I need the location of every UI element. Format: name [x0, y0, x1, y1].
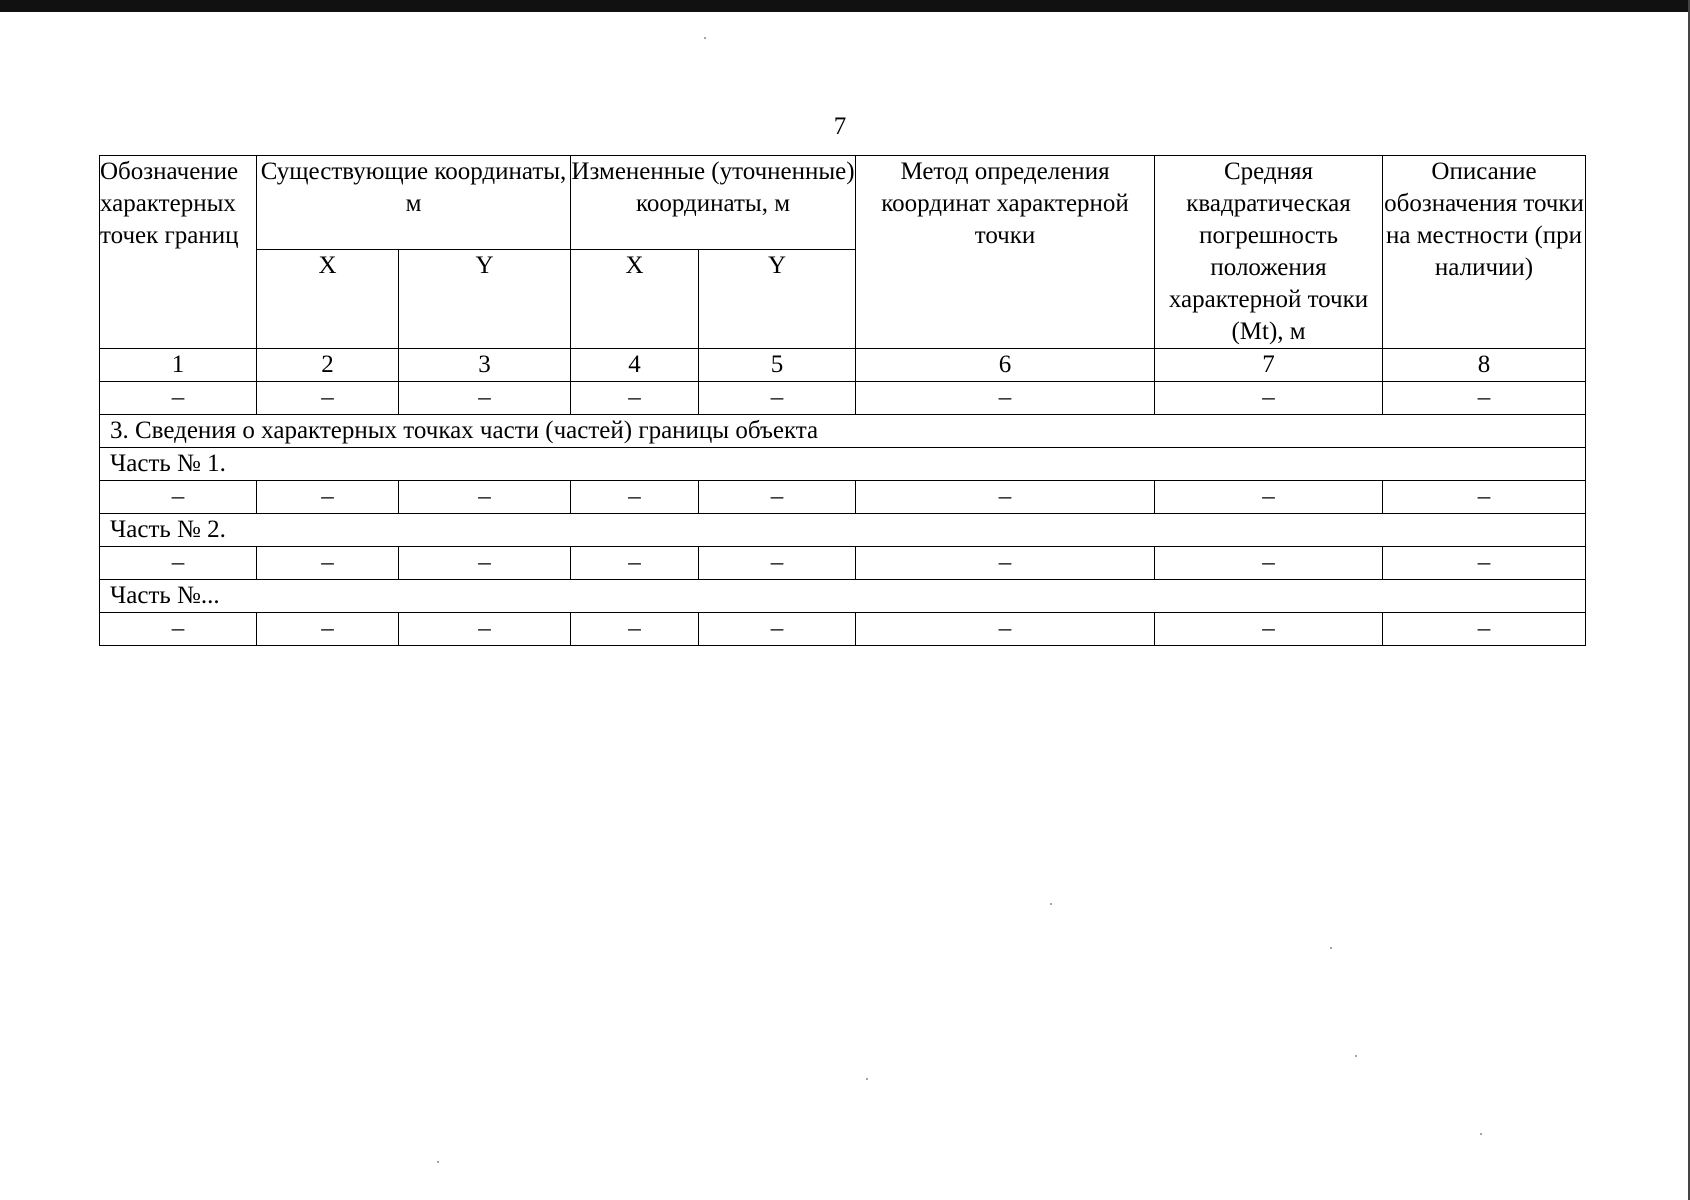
part-label: Часть № 2. — [100, 514, 1586, 547]
dash-cell: – — [1155, 481, 1383, 514]
dash-cell: – — [257, 382, 399, 415]
column-number: 1 — [100, 349, 257, 382]
header-existing-coordinates: Существующие координаты, м — [257, 156, 571, 250]
dash-cell: – — [257, 547, 399, 580]
dash-cell: – — [856, 382, 1155, 415]
dash-cell: – — [100, 613, 257, 646]
table-row — [100, 382, 1586, 415]
dash-cell: – — [1383, 481, 1586, 514]
scan-speck — [1355, 1055, 1357, 1057]
scan-speck — [1330, 947, 1332, 949]
column-number: 2 — [257, 349, 399, 382]
table-row — [100, 613, 1586, 646]
dash-cell: – — [399, 547, 571, 580]
column-number-row — [100, 349, 1586, 382]
scan-speck — [704, 37, 706, 39]
dash-cell: – — [1383, 382, 1586, 415]
dash-cell: – — [1383, 547, 1586, 580]
dash-cell: – — [699, 481, 856, 514]
dash-cell: – — [699, 382, 856, 415]
header-method: Метод определения координат характерной точки — [856, 156, 1155, 349]
part-label: Часть №... — [100, 580, 1586, 613]
column-number: 7 — [1155, 349, 1383, 382]
column-number: 8 — [1383, 349, 1586, 382]
header-changed-coordinates: Измененные (уточненные) координаты, м — [571, 156, 856, 250]
section-row — [100, 415, 1586, 448]
table-row — [100, 547, 1586, 580]
column-number: 5 — [699, 349, 856, 382]
header-existing-x: X — [257, 250, 399, 349]
header-changed-y: Y — [699, 250, 856, 349]
dash-cell: – — [1155, 382, 1383, 415]
part-row — [100, 514, 1586, 547]
dash-cell: – — [699, 613, 856, 646]
header-point-designation: Обозначение характерных точек границ — [100, 156, 257, 349]
dash-cell: – — [257, 481, 399, 514]
dash-cell: – — [1155, 547, 1383, 580]
column-number: 6 — [856, 349, 1155, 382]
coordinates-table — [99, 155, 1586, 646]
scan-speck — [1050, 903, 1052, 905]
part-label: Часть № 1. — [100, 448, 1586, 481]
dash-cell: – — [1155, 613, 1383, 646]
dash-cell: – — [856, 547, 1155, 580]
header-row-1 — [100, 156, 1586, 250]
scan-speck — [437, 1161, 439, 1163]
dash-cell: – — [100, 481, 257, 514]
page-number: 7 — [833, 113, 847, 140]
scan-speck — [866, 1078, 868, 1080]
dash-cell: – — [100, 382, 257, 415]
part-row — [100, 448, 1586, 481]
header-existing-y: Y — [399, 250, 571, 349]
header-mean-square-error: Средняя квадратическая погрешность положения характерной точки (Mt), м — [1155, 156, 1383, 349]
column-number: 4 — [571, 349, 699, 382]
dash-cell: – — [699, 547, 856, 580]
dash-cell: – — [571, 382, 699, 415]
part-row — [100, 580, 1586, 613]
dash-cell: – — [571, 481, 699, 514]
section-title: 3. Сведения о характерных точках части (частей) границы объекта — [100, 415, 1586, 448]
header-description: Описание обозначения точки на местности (при наличии) — [1383, 156, 1586, 349]
column-number: 3 — [399, 349, 571, 382]
header-changed-x: X — [571, 250, 699, 349]
dash-cell: – — [399, 613, 571, 646]
dash-cell: – — [399, 481, 571, 514]
table-row — [100, 481, 1586, 514]
dash-cell: – — [571, 613, 699, 646]
dash-cell: – — [399, 382, 571, 415]
dash-cell: – — [100, 547, 257, 580]
dash-cell: – — [856, 481, 1155, 514]
dash-cell: – — [1383, 613, 1586, 646]
scan-speck — [1480, 1133, 1482, 1135]
dash-cell: – — [257, 613, 399, 646]
dash-cell: – — [571, 547, 699, 580]
scan-top-border — [0, 0, 1690, 12]
dash-cell: – — [856, 613, 1155, 646]
